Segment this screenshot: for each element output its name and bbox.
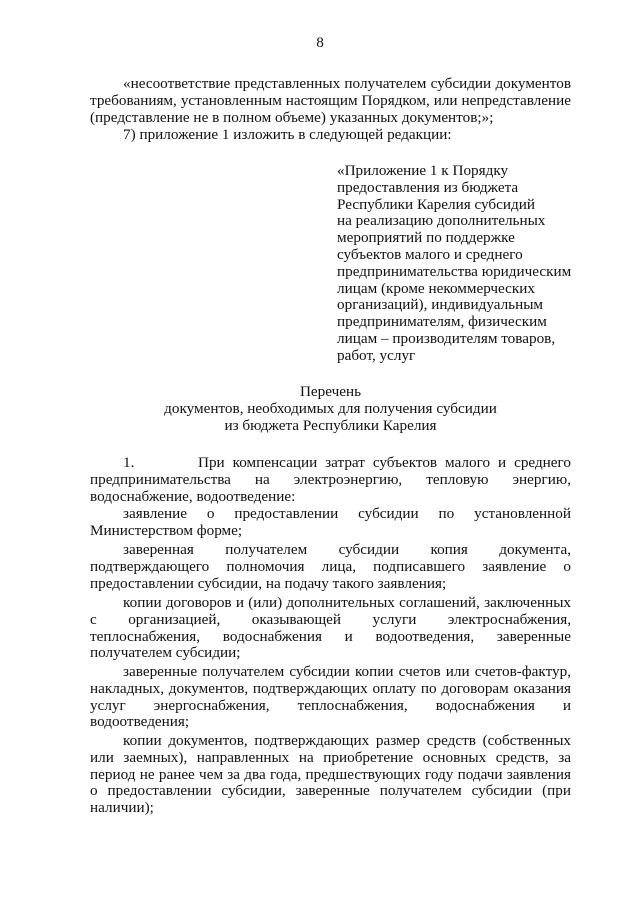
list-heading-subtitle: документов, необходимых для получения субсидии [164, 399, 497, 417]
appendix-line: предпринимательства юридическим [337, 262, 572, 280]
page-number: 8 [316, 34, 324, 51]
list-heading-subtitle: из бюджета Республики Карелия [224, 416, 437, 434]
appendix-line: предоставления из бюджета [337, 178, 519, 196]
list-heading [90, 384, 571, 434]
document-item: заверенные получателем субсидии копии счетов или счетов-фактур, накладных, документов, подтверждающих оплату по договорам оказания услуг энергоснабжения, теплоснабжения, водоснабжения и водоотведения; [90, 663, 571, 731]
appendix-line: лицам – производителям товаров, [337, 329, 556, 347]
appendix-line: «Приложение 1 к Порядку [337, 162, 509, 179]
document-item: заявление о предоставлении субсидии по установленной Министерством форме; [90, 505, 571, 539]
appendix-line: Республики Карелия субсидий [337, 195, 535, 213]
appendix-line: лицам (кроме некоммерческих [337, 279, 536, 297]
list-heading-title: Перечень [299, 383, 362, 400]
amendment-paragraph: 7) приложение 1 изложить в следующей редакции: [123, 126, 452, 143]
appendix-line: предпринимателям, физическим [337, 313, 547, 331]
appendix-line: субъектов малого и среднего [337, 245, 523, 263]
document-item: копии документов, подтверждающих размер средств (собственных или заемных), направленных на приобретение основных средств, за период не ранее чем за два года, предшествующих году подачи заявления о предоставлении субсидии, заверенные получателем субсидии (при наличии); [90, 732, 571, 817]
document-item: копии договоров и (или) дополнительных соглашений, заключенных с организацией, оказывающей услуги электроснабжения, теплоснабжения, водоснабжения и водоотведения, заверенные получателем субсидии; [90, 594, 571, 662]
appendix-line: мероприятий по поддержке [337, 229, 515, 247]
intro-paragraph: «несоответствие представленных получателем субсидии документов требованиям, установленным настоящим Порядком, или непредставление (представление не в полном объеме) указанных документов;»; [90, 75, 571, 126]
appendix-line: на реализацию дополнительных [337, 212, 546, 230]
appendix-line: работ, услуг [337, 346, 416, 364]
appendix-header [337, 163, 587, 365]
list-item-1: 1. При компенсации затрат субъектов малого и среднего предпринимательства на электроэнергию, тепловую энергию, водоснабжение, водоотведение: [90, 454, 571, 505]
appendix-line: организаций), индивидуальным [337, 296, 544, 314]
document-item: заверенная получателем субсидии копия документа, подтверждающего полномочия лица, подписавшего заявление о предоставлении субсидии, на подачу такого заявления; [90, 541, 571, 592]
